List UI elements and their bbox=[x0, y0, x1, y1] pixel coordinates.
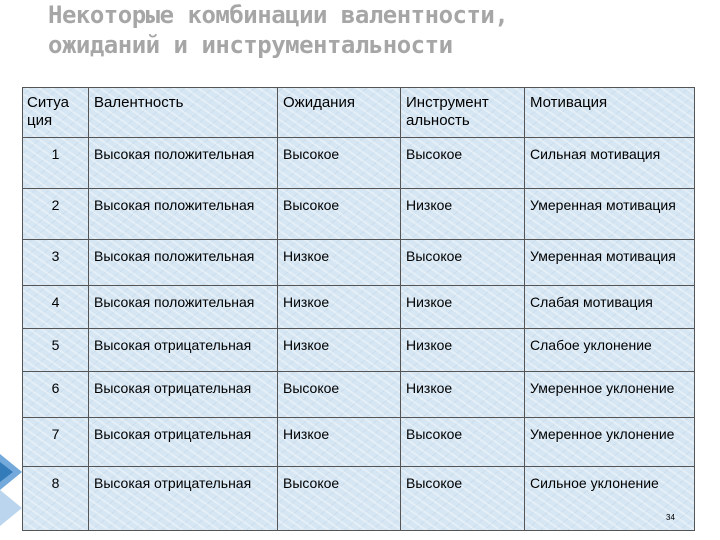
cell-motivation: Умеренное уклонение bbox=[525, 418, 695, 467]
cell-valence: Высокая отрицательная bbox=[89, 329, 278, 372]
cell-situation: 2 bbox=[23, 189, 89, 240]
cell-situation: 1 bbox=[23, 138, 89, 189]
cell-motivation: Умеренная мотивация bbox=[525, 189, 695, 240]
cell-motivation: Сильное уклонение bbox=[525, 467, 695, 531]
cell-motivation: Умеренное уклонение bbox=[525, 372, 695, 418]
cell-expectation: Высокое bbox=[278, 189, 401, 240]
cell-motivation: Умеренная мотивация bbox=[525, 240, 695, 286]
cell-valence: Высокая отрицательная bbox=[89, 418, 278, 467]
header-instrumentality: Инструмент альность bbox=[401, 88, 525, 138]
cell-motivation: Слабое уклонение bbox=[525, 329, 695, 372]
table-row bbox=[23, 418, 695, 467]
cell-situation: 6 bbox=[23, 372, 89, 418]
decorative-arrow-icon bbox=[0, 440, 22, 540]
cell-instrumentality: Низкое bbox=[401, 286, 525, 329]
cell-instrumentality: Высокое bbox=[401, 138, 525, 189]
cell-motivation: Сильная мотивация bbox=[525, 138, 695, 189]
slide-title-line-2: ожиданий и инструментальности bbox=[48, 31, 453, 59]
cell-instrumentality: Низкое bbox=[401, 329, 525, 372]
cell-instrumentality: Низкое bbox=[401, 372, 525, 418]
header-situation: Ситуа ция bbox=[23, 88, 89, 138]
cell-valence: Высокая положительная bbox=[89, 240, 278, 286]
cell-instrumentality: Высокое bbox=[401, 467, 525, 531]
table-row bbox=[23, 286, 695, 329]
table-header-row bbox=[23, 88, 695, 138]
cell-situation: 8 bbox=[23, 467, 89, 531]
cell-motivation: Слабая мотивация bbox=[525, 286, 695, 329]
motivation-table bbox=[22, 87, 695, 531]
cell-situation: 7 bbox=[23, 418, 89, 467]
cell-expectation: Высокое bbox=[278, 138, 401, 189]
table-row bbox=[23, 240, 695, 286]
cell-situation: 4 bbox=[23, 286, 89, 329]
cell-valence: Высокая отрицательная bbox=[89, 372, 278, 418]
table-row bbox=[23, 467, 695, 531]
cell-expectation: Низкое bbox=[278, 418, 401, 467]
table-row bbox=[23, 329, 695, 372]
cell-situation: 5 bbox=[23, 329, 89, 372]
cell-instrumentality: Высокое bbox=[401, 240, 525, 286]
table-row bbox=[23, 372, 695, 418]
cell-expectation: Высокое bbox=[278, 372, 401, 418]
slide-title-line-1: Некоторые комбинации валентности, bbox=[48, 1, 509, 29]
cell-expectation: Низкое bbox=[278, 286, 401, 329]
cell-instrumentality: Высокое bbox=[401, 418, 525, 467]
table-row bbox=[23, 189, 695, 240]
cell-expectation: Низкое bbox=[278, 329, 401, 372]
cell-instrumentality: Низкое bbox=[401, 189, 525, 240]
cell-valence: Высокая положительная bbox=[89, 138, 278, 189]
cell-situation: 3 bbox=[23, 240, 89, 286]
slide-title bbox=[48, 0, 508, 60]
cell-valence: Высокая положительная bbox=[89, 189, 278, 240]
cell-expectation: Низкое bbox=[278, 240, 401, 286]
cell-expectation: Высокое bbox=[278, 467, 401, 531]
header-expectation: Ожидания bbox=[278, 88, 401, 138]
table-row bbox=[23, 138, 695, 189]
cell-valence: Высокая положительная bbox=[89, 286, 278, 329]
header-motivation: Мотивация bbox=[525, 88, 695, 138]
page-number: 34 bbox=[666, 513, 675, 522]
header-valence: Валентность bbox=[89, 88, 278, 138]
cell-valence: Высокая отрицательная bbox=[89, 467, 278, 531]
